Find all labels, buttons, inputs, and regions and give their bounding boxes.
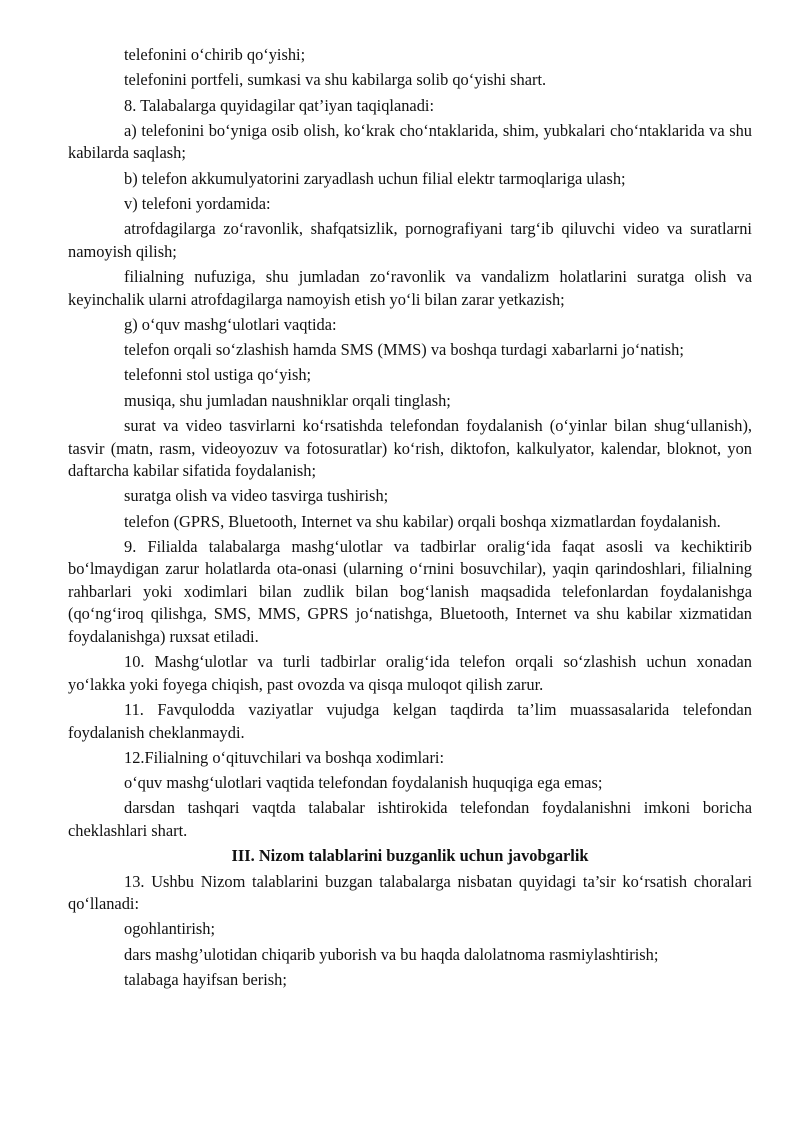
- paragraph: 12.Filialning o‘qituvchilari va boshqa xodimlari:: [124, 747, 445, 767]
- document-page: [68, 44, 752, 994]
- paragraph: a) telefonini bo‘yniga osib olish, ko‘krak cho‘ntaklarida, shim, yubkalari cho‘ntaklarida va shu kabilarda saqlash;: [68, 120, 752, 163]
- paragraph: 8. Talabalarga quyidagilar qat’iyan taqiqlanadi:: [124, 95, 435, 115]
- paragraph: telefon orqali so‘zlashish hamda SMS (MMS) va boshqa turdagi xabarlarni jo‘natish;: [124, 340, 684, 360]
- section-heading: III. Nizom talablarini buzganlik uchun javobgarlik: [231, 846, 589, 866]
- paragraph: 11. Favqulodda vaziyatlar vujudga kelgan taqdirda ta’lim muassasalarida telefondan foydalanish cheklanmaydi.: [68, 700, 752, 742]
- paragraph: surat va video tasvirlarni ko‘rsatishda telefondan foydalanish (o‘yinlar bilan shug‘ullanish), tasvir (matn, rasm, videoyozuv va fotosuratlar) ko‘rish, diktofon, kalkulyator, kalendar, bloknot, yon daftarcha kabilar sifatida foydalanish;: [68, 416, 752, 481]
- paragraph: 10. Mashg‘ulotlar va turli tadbirlar oralig‘ida telefon orqali so‘zlashish uchun xonadan yo‘lakka yoki foyega chiqish, past ovozda va qisqa muloqot qilish zarur.: [68, 652, 752, 694]
- paragraph: suratga olish va video tasvirga tushirish;: [124, 486, 389, 506]
- paragraph: b) telefon akkumulyatorini zaryadlash uchun filial elektr tarmoqlariga ulash;: [124, 168, 626, 188]
- paragraph: talabaga hayifsan berish;: [124, 969, 287, 989]
- paragraph: 13. Ushbu Nizom talablarini buzgan talabalarga nisbatan quyidagi ta’sir ko‘rsatish choralari qo‘llanadi:: [68, 871, 752, 914]
- paragraph: filialning nufuziga, shu jumladan zo‘ravonlik va vandalizm holatlarini suratga olish va keyinchalik ularni atrofdagilarga namoyish etish yo‘li bilan zarar yetkazish;: [68, 267, 752, 309]
- paragraph: telefonini portfeli, sumkasi va shu kabilarga solib qo‘yishi shart.: [124, 70, 547, 90]
- paragraph: g) o‘quv mashg‘ulotlari vaqtida:: [124, 314, 337, 334]
- paragraph: telefon (GPRS, Bluetooth, Internet va shu kabilar) orqali boshqa xizmatlardan foydalanish.: [124, 511, 721, 531]
- paragraph: darsdan tashqari vaqtda talabalar ishtirokida telefondan foydalanishni imkoni boricha cheklashlari shart.: [68, 798, 752, 840]
- paragraph: ogohlantirish;: [124, 919, 216, 939]
- paragraph: v) telefoni yordamida:: [124, 193, 271, 213]
- paragraph: musiqa, shu jumladan naushniklar orqali tinglash;: [124, 390, 451, 410]
- paragraph: telefonni stol ustiga qo‘yish;: [124, 365, 312, 385]
- paragraph: 9. Filialda talabalarga mashg‘ulotlar va tadbirlar oralig‘ida faqat asosli va kechiktirib bo‘lmaydigan zarur holatlarda ota-onasi (ularning o‘rnini bosuvchilar), yaqin qarindoshlari, filialning rahbarlari yoki xodimlari bilan zudlik bilan bog‘lanish maqsadida telefonlardan foydalanishga (qo‘ng‘iroq qilishga, SMS, MMS, GPRS jo‘natishga, Bluetooth, Internet va shu kabilar xizmatidan foydalanishga) ruxsat etiladi.: [68, 536, 752, 646]
- paragraph: dars mashg’ulotidan chiqarib yuborish va bu haqda dalolatnoma rasmiylashtirish;: [124, 944, 659, 964]
- paragraph: atrofdagilarga zo‘ravonlik, shafqatsizlik, pornografiyani targ‘ib qiluvchi video va suratlarni namoyish qilish;: [68, 219, 752, 261]
- paragraph: o‘quv mashg‘ulotlari vaqtida telefondan foydalanish huquqiga ega emas;: [124, 773, 603, 793]
- paragraph: telefonini o‘chirib qo‘yishi;: [124, 45, 306, 64]
